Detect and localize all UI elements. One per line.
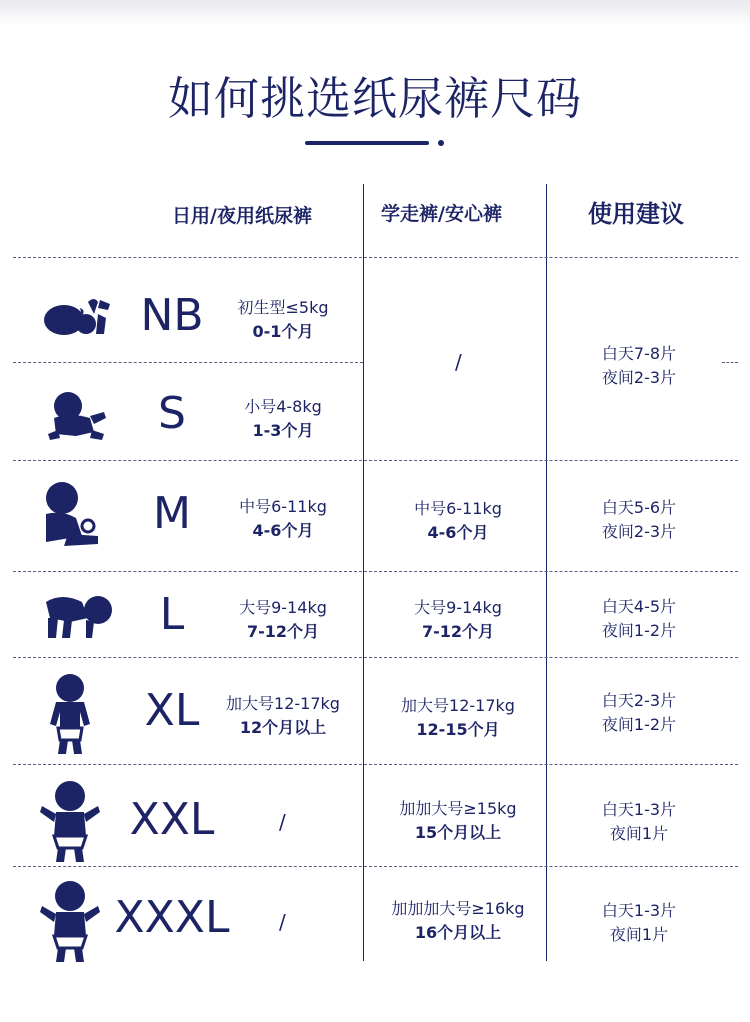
baby-crawling-icon (46, 388, 108, 442)
advice-night: 夜间2-3片 (601, 368, 677, 387)
pants-age: 4-6个月 (427, 523, 489, 542)
diaper-slash: / (279, 910, 286, 934)
diaper-cell (220, 395, 346, 443)
advice-day: 白天5-6片 (601, 498, 677, 517)
advice-day: 白天1-3片 (601, 901, 677, 920)
pants-weight: 中号6-11kg (414, 499, 502, 518)
pants-age: 16个月以上 (414, 923, 502, 942)
page-title: 如何挑选纸尿裤尺码 (167, 72, 582, 125)
diaper-cell (220, 495, 346, 543)
diaper-weight: 加大号12-17kg (226, 694, 340, 713)
baby-pushup-icon (42, 588, 114, 640)
title-underline (305, 141, 429, 145)
baby-standing-icon (46, 672, 94, 756)
advice-night: 夜间1片 (609, 925, 669, 944)
pants-cell (370, 497, 546, 545)
diaper-cell (216, 692, 350, 740)
baby-sitting-icon (42, 480, 102, 548)
row-divider (13, 257, 738, 258)
advice-day: 白天1-3片 (601, 800, 677, 819)
row-divider (13, 866, 738, 867)
diaper-weight: 初生型≤5kg (237, 298, 329, 317)
size-label: S (158, 388, 186, 439)
diaper-slash: / (279, 810, 286, 834)
advice-day: 白天4-5片 (601, 597, 677, 616)
pants-age: 12-15个月 (416, 720, 500, 739)
diaper-weight: 大号9-14kg (239, 598, 327, 617)
pants-weight: 加加大号≥15kg (399, 799, 517, 818)
size-label: XL (144, 685, 200, 736)
size-label: NB (140, 290, 204, 341)
pants-cell (370, 596, 546, 644)
pants-cell (370, 694, 546, 742)
header-pants: 学走裤/安心裤 (381, 203, 502, 225)
diaper-age: 0-1个月 (252, 322, 314, 341)
pants-weight: 加大号12-17kg (401, 696, 515, 715)
top-shadow (0, 0, 750, 26)
size-label: XXXL (114, 892, 230, 943)
advice-cell (552, 689, 726, 737)
pants-cell (370, 797, 546, 845)
advice-day: 白天7-8片 (601, 344, 677, 363)
column-divider-2 (546, 184, 547, 961)
row-divider (13, 362, 363, 363)
pants-age: 7-12个月 (421, 622, 495, 641)
diaper-age: 4-6个月 (252, 521, 314, 540)
diaper-age: 12个月以上 (239, 718, 327, 737)
header-advice: 使用建议 (588, 200, 684, 228)
advice-night: 夜间1-2片 (601, 715, 677, 734)
size-label: L (159, 589, 185, 640)
title-dot (438, 140, 444, 146)
row-divider (13, 764, 738, 765)
row-divider (13, 460, 738, 461)
advice-night: 夜间1片 (609, 824, 669, 843)
diaper-age: 1-3个月 (252, 421, 314, 440)
diaper-age: 7-12个月 (246, 622, 320, 641)
advice-cell (552, 496, 726, 544)
baby-lying-icon (42, 294, 114, 340)
advice-night: 夜间1-2片 (601, 621, 677, 640)
advice-cell (552, 595, 726, 643)
column-divider-1 (363, 184, 364, 961)
pants-cell (370, 897, 546, 945)
size-label: M (153, 488, 191, 539)
pants-age: 15个月以上 (414, 823, 502, 842)
row-divider (13, 571, 738, 572)
advice-cell (552, 899, 726, 947)
row-divider (13, 657, 738, 658)
diaper-weight: 小号4-8kg (244, 397, 322, 416)
diaper-cell (220, 296, 346, 344)
advice-cell (552, 342, 726, 390)
diaper-cell (220, 596, 346, 644)
pants-weight: 加加加大号≥16kg (391, 899, 525, 918)
diaper-weight: 中号6-11kg (239, 497, 327, 516)
header-diapers: 日用/夜用纸尿裤 (172, 205, 312, 227)
advice-day: 白天2-3片 (601, 691, 677, 710)
baby-arms-out-icon (38, 778, 102, 864)
size-label: XXL (129, 794, 215, 845)
advice-night: 夜间2-3片 (601, 522, 677, 541)
pants-weight: 大号9-14kg (414, 598, 502, 617)
pants-slash: / (455, 350, 462, 374)
advice-cell (552, 798, 726, 846)
